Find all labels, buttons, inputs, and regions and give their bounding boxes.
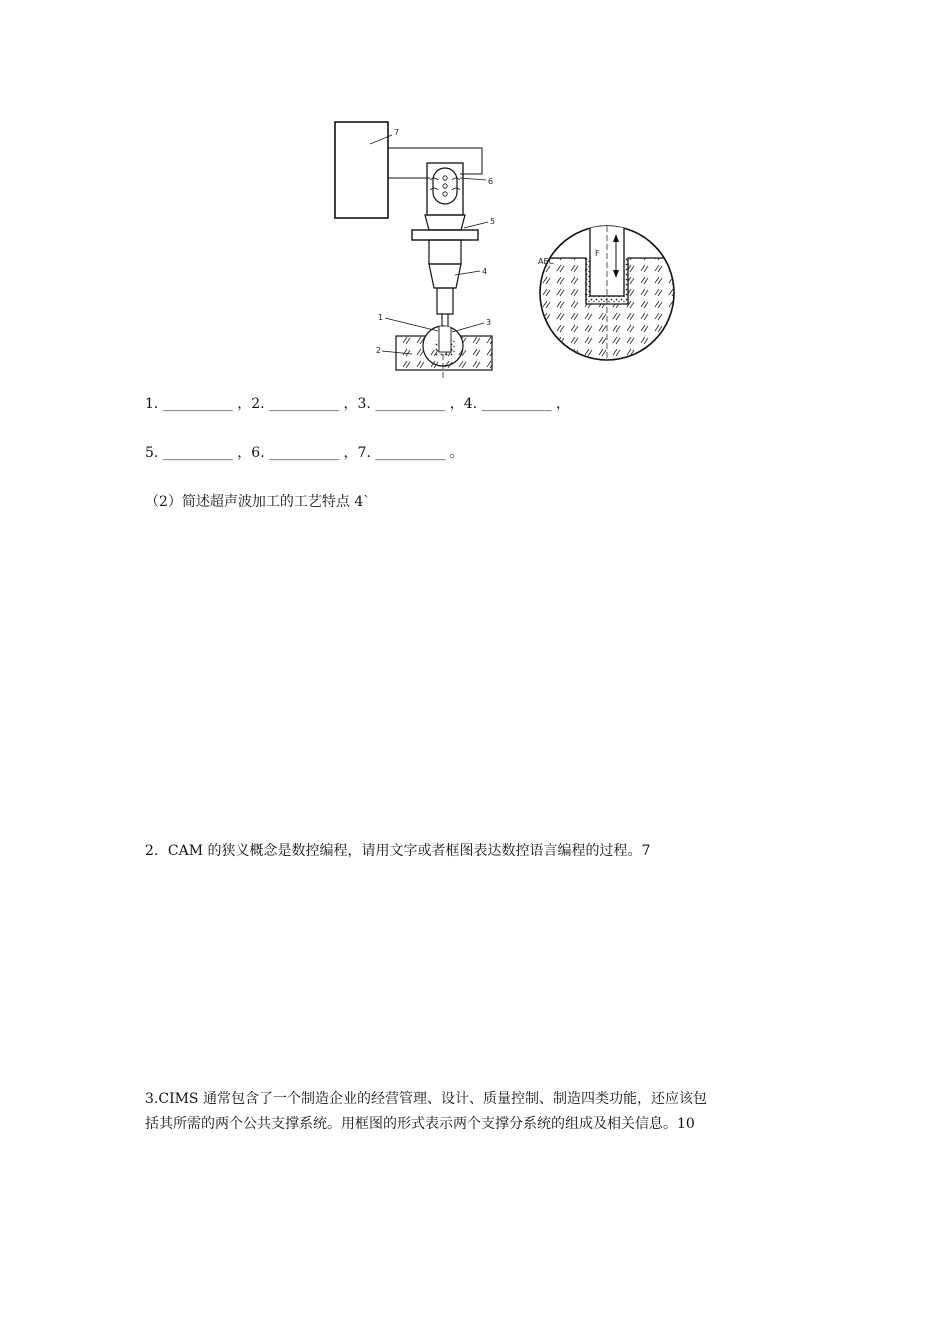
figure-label-f: F bbox=[595, 249, 600, 258]
figure-label-6: 6 bbox=[488, 177, 494, 186]
question-1-part-2: （2）简述超声波加工的工艺特点 4` bbox=[145, 494, 371, 510]
figure-label-5: 5 bbox=[490, 217, 496, 226]
blank-line-1: 1. __________ ，2. __________ ，3. __________ ，4. __________ ， bbox=[145, 396, 571, 412]
transducer-housing bbox=[427, 163, 463, 215]
figure-label-aec: AEC bbox=[538, 257, 555, 266]
question-3-line-1: 3.CIMS 通常包含了一个制造企业的经营管理、设计、质量控制、制造四类功能，还应该包 bbox=[145, 1091, 707, 1107]
ultrasonic-machining-figure bbox=[330, 118, 680, 380]
figure-label-1: 1 bbox=[378, 313, 384, 322]
blank-line-2: 5. __________ ，6. __________ ，7. __________ 。 bbox=[145, 445, 464, 461]
figure-label-3: 3 bbox=[486, 318, 492, 327]
figure-label-2: 2 bbox=[376, 346, 382, 355]
figure-label-4: 4 bbox=[482, 267, 488, 276]
generator-box bbox=[335, 122, 388, 218]
question-2: 2．CAM 的狭义概念是数控编程，请用文字或者框图表达数控语言编程的过程。7 bbox=[145, 843, 651, 859]
figure-label-7: 7 bbox=[394, 128, 400, 137]
flange bbox=[412, 230, 478, 240]
question-3-line-2: 括其所需的两个公共支撑系统。用框图的形式表示两个支撑分系统的组成及相关信息。10 bbox=[145, 1116, 695, 1132]
